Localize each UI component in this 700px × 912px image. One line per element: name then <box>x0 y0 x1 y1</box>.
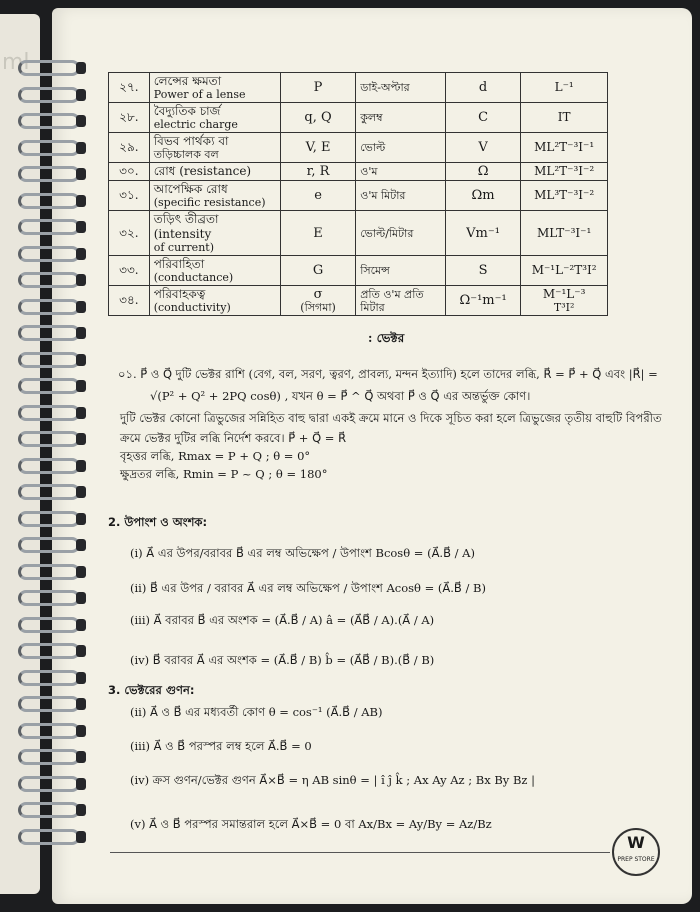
cell-text: M⁻¹L⁻²T³I² <box>531 263 597 277</box>
cell-text: ML²T⁻³I⁻² <box>534 164 595 178</box>
binding-hole <box>76 513 86 525</box>
table-cell <box>280 286 355 316</box>
units-table <box>108 72 608 316</box>
cell-text: Ω⁻¹m⁻¹ <box>459 293 507 308</box>
table-cell <box>521 181 608 211</box>
binding-hole <box>76 486 86 498</box>
binding-hole <box>76 778 86 790</box>
cell-text: ডাই-অপ্টার <box>360 81 410 94</box>
cell-text: লেন্সের ক্ষমতা <box>153 74 222 88</box>
table-cell <box>356 211 446 256</box>
section-title: : ভেক্টর <box>368 331 405 345</box>
spiral-ring <box>18 617 80 633</box>
table-cell <box>521 103 608 133</box>
spiral-ring <box>18 670 80 686</box>
table-cell <box>109 211 150 256</box>
spiral-ring <box>18 564 80 580</box>
cell-text: ৩৩. <box>119 263 139 277</box>
binding-hole <box>76 645 86 657</box>
text-line: ০১. P⃗ ও Q⃗ দুটি ভেক্টর রাশি (বেগ, বল, সরণ, ত্বরণ, প্রাবল্য, মন্দন ইত্যাদি) হলে তাদের লব্ধি, R⃗ = P⃗ + Q⃗ এবং |R⃗| = <box>118 367 658 381</box>
cell-text: ও'ম মিটার <box>360 189 406 202</box>
cell-text: মিটার <box>360 301 385 314</box>
text-line: √(P² + Q² + 2PQ cosθ) , যখন θ = P⃗ ^ Q⃗ অথবা P⃗ ও Q⃗ এর অন্তর্ভুক্ত কোণ। <box>150 389 531 403</box>
table-cell <box>149 73 280 103</box>
table-cell <box>109 163 150 181</box>
cell-text: L⁻¹ <box>554 80 574 94</box>
table-cell <box>445 163 520 181</box>
binding-hole <box>76 619 86 631</box>
binding-hole <box>76 804 86 816</box>
cell-text: সিমেন্স <box>360 264 390 277</box>
table-cell <box>109 286 150 316</box>
binding-hole <box>76 248 86 260</box>
table-cell <box>109 256 150 286</box>
table-cell <box>356 286 446 316</box>
spiral-ring <box>18 113 80 129</box>
cell-text: S <box>478 263 488 278</box>
spiral-ring <box>18 272 80 288</box>
cell-text: ৩৪. <box>119 293 139 307</box>
cell-text: ভোল্ট/মিটার <box>360 226 414 240</box>
cell-text: ৩১. <box>119 188 139 202</box>
cell-text: ২৮. <box>119 110 139 124</box>
spiral-ring <box>18 246 80 262</box>
cell-text: V, E <box>305 140 331 155</box>
spiral-ring <box>18 140 80 156</box>
spiral-ring <box>18 802 80 818</box>
cell-text: E <box>313 225 323 241</box>
binding-hole <box>76 62 86 74</box>
cell-text: (specific resistance) <box>153 196 266 209</box>
cell-text: G <box>312 263 324 278</box>
table-cell <box>356 133 446 163</box>
cell-text: (conductivity) <box>153 301 231 314</box>
table-cell <box>109 181 150 211</box>
cell-text: d <box>478 80 488 95</box>
spiral-ring <box>18 590 80 606</box>
table-row <box>109 286 608 316</box>
spiral-ring <box>18 405 80 421</box>
heading: 2. উপাংশ ও অংশক: <box>108 515 208 529</box>
cell-text: বৈদ্যুতিক চার্জ <box>153 104 221 118</box>
footer-rule <box>110 852 610 853</box>
logo-text: PREP STORE <box>617 856 655 863</box>
table-cell <box>280 256 355 286</box>
cell-text: ৩০. <box>119 164 139 178</box>
spiral-ring <box>18 60 80 76</box>
cell-text: রোধ (resistance) <box>153 164 252 178</box>
cell-text: T³I² <box>553 301 575 314</box>
table-cell <box>280 211 355 256</box>
cell-text: (সিগমা) <box>300 301 336 314</box>
cell-text: (conductance) <box>153 271 234 284</box>
table-cell <box>109 103 150 133</box>
cell-text: Power of a lense <box>153 88 246 101</box>
table-cell <box>445 73 520 103</box>
table-cell <box>149 286 280 316</box>
table-cell <box>521 163 608 181</box>
text-line: (i) A⃗ এর উপর/বরাবর B⃗ এর লম্ব অভিক্ষেপ / উপাংশ Bcosθ = (A⃗.B⃗ / A) <box>130 546 475 560</box>
table-cell <box>280 163 355 181</box>
spiral-ring <box>18 378 80 394</box>
table-cell <box>149 103 280 133</box>
spiral-ring <box>18 696 80 712</box>
table-cell <box>356 181 446 211</box>
table-cell <box>521 286 608 316</box>
binding-hole <box>76 168 86 180</box>
text-line: ক্রমে ভেক্টর দুটির লব্ধি নির্দেশ করবে। P⃗ + Q⃗ = R⃗ <box>120 431 347 445</box>
table-cell <box>280 103 355 133</box>
table-cell <box>356 73 446 103</box>
binding-hole <box>76 327 86 339</box>
spiral-ring <box>18 87 80 103</box>
table-cell <box>445 286 520 316</box>
text-line: (iv) ক্রস গুণন/ভেক্টর গুণন A⃗×B⃗ = η AB sinθ = | î ĵ k̂ ; Ax Ay Az ; Bx By Bz | <box>130 773 536 787</box>
table-cell <box>356 163 446 181</box>
table-row <box>109 211 608 256</box>
binding-hole <box>76 751 86 763</box>
spiral-ring <box>18 723 80 739</box>
binding-hole <box>76 407 86 419</box>
table-cell <box>280 73 355 103</box>
binding-hole <box>76 592 86 604</box>
table-cell <box>149 163 280 181</box>
cell-text: ML³T⁻³I⁻² <box>534 188 595 202</box>
spiral-ring <box>18 511 80 527</box>
table-cell <box>280 181 355 211</box>
binding-hole <box>76 460 86 472</box>
spiral-ring <box>18 299 80 315</box>
binding-hole <box>76 698 86 710</box>
binding-hole <box>76 89 86 101</box>
text-line: দুটি ভেক্টর কোনো ত্রিভুজের সন্নিহিত বাহু দ্বারা একই ক্রমে মানে ও দিকে সূচিত করা হলে ত্রিভুজের তৃতীয় বাহুটি বিপরীত <box>120 411 662 425</box>
spiral-ring <box>18 749 80 765</box>
cell-text: প্রতি ও'ম প্রতি <box>360 288 424 301</box>
spiral-ring <box>18 325 80 341</box>
cell-text: ভোল্ট <box>360 141 386 154</box>
table-cell <box>356 256 446 286</box>
table-cell <box>149 181 280 211</box>
binding-hole <box>76 433 86 445</box>
spiral-ring <box>18 431 80 447</box>
cell-text: IT <box>557 110 571 124</box>
cell-text: ২৭. <box>119 80 139 94</box>
table-cell <box>445 181 520 211</box>
ghost-text: ml <box>2 50 30 75</box>
cell-text: ২৯. <box>119 140 139 154</box>
cell-text: Vm⁻¹ <box>466 225 500 241</box>
table-cell <box>149 211 280 256</box>
cell-text: electric charge <box>153 118 238 131</box>
cell-text: M⁻¹L⁻³ <box>542 287 586 301</box>
spiral-ring <box>18 219 80 235</box>
text-line: (ii) A⃗ ও B⃗ এর মধ্যবর্তী কোণ θ = cos⁻¹ (A⃗.B⃗ / AB) <box>130 705 383 719</box>
table-cell <box>521 211 608 256</box>
binding-hole <box>76 831 86 843</box>
table-row <box>109 103 608 133</box>
table-cell <box>280 133 355 163</box>
binding-hole <box>76 274 86 286</box>
table-cell <box>521 73 608 103</box>
spiral-ring <box>18 458 80 474</box>
cell-text: MLT⁻³I⁻¹ <box>537 225 592 240</box>
cell-text: σ <box>313 287 323 302</box>
cell-text: P <box>313 80 323 95</box>
cell-text: ML²T⁻³I⁻¹ <box>534 140 595 154</box>
binding-hole <box>76 115 86 127</box>
text-line: বৃহত্তর লব্ধি, Rmax = P + Q ; θ = 0° <box>120 449 311 463</box>
cell-text: e <box>314 188 322 203</box>
spiral-ring <box>18 537 80 553</box>
logo-mark-icon: W <box>627 833 645 852</box>
cell-text: কুলম্ব <box>360 111 383 124</box>
text-line: (ii) B⃗ এর উপর / বরাবর A⃗ এর লম্ব অভিক্ষেপ / উপাংশ Acosθ = (A⃗.B⃗ / B) <box>130 581 486 595</box>
cell-text: Ω <box>477 164 489 179</box>
cell-text: বিভব পার্থক্য বা <box>153 134 229 148</box>
binding-hole <box>76 566 86 578</box>
text-line: (iv) B⃗ বরাবর A⃗ এর অংশক = (A⃗.B⃗ / B) b̂ = (A⃗B⃗ / B).(B⃗ / B) <box>130 653 435 667</box>
binding-hole <box>76 301 86 313</box>
table-cell <box>149 256 280 286</box>
binding-hole <box>76 539 86 551</box>
spiral-ring <box>18 166 80 182</box>
spiral-ring <box>18 484 80 500</box>
cell-text: Ωm <box>471 188 495 203</box>
table-cell <box>445 133 520 163</box>
cell-text: পরিবাহিতা <box>153 257 205 271</box>
binding-hole <box>76 142 86 154</box>
table-row <box>109 133 608 163</box>
table-cell <box>445 103 520 133</box>
cell-text: C <box>478 110 489 125</box>
cell-text: তড়িৎ তীব্রতা (intensity <box>153 212 219 241</box>
binding-hole <box>76 354 86 366</box>
table-cell <box>109 133 150 163</box>
table-row <box>109 181 608 211</box>
cell-text: r, R <box>306 164 330 179</box>
cell-text: তড়িচ্চালক বল <box>153 148 219 161</box>
table-row <box>109 256 608 286</box>
text-line: (v) A⃗ ও B⃗ পরস্পর সমান্তরাল হলে A⃗×B⃗ = 0 বা Ax/Bx = Ay/By = Az/Bz <box>130 817 492 831</box>
binding-hole <box>76 195 86 207</box>
table-row <box>109 73 608 103</box>
heading: 3. ভেক্টরের গুণন: <box>108 683 195 697</box>
spiral-ring <box>18 352 80 368</box>
binding-hole <box>76 725 86 737</box>
table-row <box>109 163 608 181</box>
text-line: (iii) A⃗ ও B⃗ পরস্পর লম্ব হলে A⃗.B⃗ = 0 <box>130 739 312 753</box>
text-line: ক্ষুদ্রতর লব্ধি, Rmin = P ~ Q ; θ = 180° <box>120 467 328 481</box>
table-cell <box>521 133 608 163</box>
cell-text: আপেক্ষিক রোধ <box>153 182 228 196</box>
spiral-ring <box>18 193 80 209</box>
cell-text: ও'ম <box>360 165 378 178</box>
table-cell <box>149 133 280 163</box>
table-cell <box>356 103 446 133</box>
prep-store-logo <box>612 828 660 876</box>
spiral-ring <box>18 829 80 845</box>
spiral-ring <box>18 643 80 659</box>
table-cell <box>109 73 150 103</box>
binding-hole <box>76 380 86 392</box>
cell-text: ৩২. <box>119 225 139 240</box>
table-cell <box>445 211 520 256</box>
table-cell <box>445 256 520 286</box>
text-line: (iii) A⃗ বরাবর B⃗ এর অংশক = (A⃗.B⃗ / A) â = (A⃗B⃗ / A).(A⃗ / A) <box>130 613 435 627</box>
binding-hole <box>76 221 86 233</box>
cell-text: V <box>478 140 488 155</box>
cell-text: of current) <box>153 241 214 254</box>
spiral-ring <box>18 776 80 792</box>
binding-hole <box>76 672 86 684</box>
cell-text: পরিবাহকত্ব <box>153 287 206 301</box>
cell-text: q, Q <box>304 110 332 125</box>
table-cell <box>521 256 608 286</box>
spiral-binding <box>18 60 88 860</box>
